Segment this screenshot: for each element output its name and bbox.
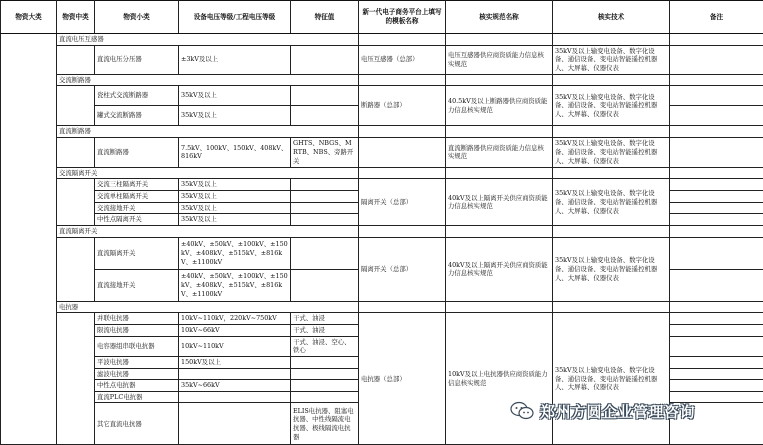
feature-cell: GHTS、NBGS、MRTB、NBS、旁路开关 [291, 137, 359, 167]
voltage-cell: 35kV及以上 [179, 86, 291, 106]
minor-cell: 直流PLC电抗器 [95, 391, 179, 403]
header-row [1, 1, 763, 34]
header-verify-tech: 核实技术 [553, 1, 670, 34]
minor-cell: 中性点隔离开关 [95, 214, 179, 226]
group-reactor: 电抗器 [57, 301, 359, 313]
voltage-cell: 35kV及以上 [179, 214, 291, 226]
minor-cell: 交流三柱隔离开关 [95, 179, 179, 191]
header-voltage: 设备电压等级/工程电压等级 [179, 1, 291, 34]
group-dc-transformer: 直流电压互感器 [57, 34, 359, 46]
minor-cell: 中性点电抗器 [95, 380, 179, 392]
platform-cell: 电抗器（总部） [359, 313, 446, 445]
platform-cell: 隔离开关（总部） [359, 179, 446, 226]
feature-cell: 干式、油浸 [291, 324, 359, 336]
platform-cell: 隔离开关（总部） [359, 237, 446, 301]
voltage-cell: 35kV及以上 [179, 179, 291, 191]
minor-cell: 并联电抗器 [95, 313, 179, 325]
watermark-text: 郑州方圆企业管理咨询 [540, 401, 695, 422]
voltage-cell: 150kV及以上 [179, 356, 291, 368]
tech-cell: 35kV及以上输变电设备、数字化设备、通信设备、变电站智能遥控机器人、大屏幕、仪器仪表 [553, 313, 670, 445]
minor-cell: 直流接地开关 [95, 269, 179, 301]
feature-cell: 干式、油浸、空心、铁心 [291, 336, 359, 356]
header-platform-name: 新一代电子商务平台上填写的模板名称 [359, 1, 446, 34]
minor-cell: 直流电压分压器 [95, 45, 179, 74]
minor-cell: 滤波电抗器 [95, 368, 179, 380]
minor-cell: 其它直流电抗器 [95, 403, 179, 445]
voltage-cell: ±3kV及以上 [179, 45, 291, 74]
watermark [510, 397, 760, 425]
voltage-cell: 10kV~110kV，220kV~750kV [179, 313, 291, 325]
minor-cell: 交流接地开关 [95, 202, 179, 214]
header-note: 备注 [670, 1, 763, 34]
header-middle: 物资中类 [57, 1, 95, 34]
voltage-cell: 10kV~110kV [179, 336, 291, 356]
tech-cell: 35kV及以上输变电设备、数字化设备、通信设备、变电站智能遥控机器人、大屏幕、仪器仪表 [553, 45, 670, 74]
header-major: 物资大类 [1, 1, 57, 34]
header-spec-name: 核实规范名称 [446, 1, 553, 34]
group-ac-isolator: 交流隔离开关 [57, 167, 359, 179]
voltage-cell: ±40kV、±50kV、±100kV、±150kV、±408kV、±515kV、±816kV、±1100kV [179, 237, 291, 269]
platform-cell: 断路器（总部） [359, 86, 446, 126]
minor-cell: 电容器组串联电抗器 [95, 336, 179, 356]
platform-cell: 电压互感器（总部） [359, 45, 446, 74]
tech-cell: 35kV及以上输变电设备、数字化设备、通信设备、变电站智能遥控机器人、大屏幕、仪器仪表 [553, 86, 670, 126]
group-dc-breaker: 直流断路器 [57, 126, 359, 138]
spec-cell: 40kV及以上隔离开关供应商资质能力信息核实规范 [446, 179, 553, 226]
group-dc-isolator: 直流隔离开关 [57, 226, 359, 238]
minor-cell: 直流隔离开关 [95, 237, 179, 269]
minor-cell: 交流单柱隔离开关 [95, 191, 179, 203]
voltage-cell: 35kV及以上 [179, 202, 291, 214]
voltage-cell: 35kV及以上 [179, 106, 291, 126]
minor-cell: 罐式交流断路器 [95, 106, 179, 126]
voltage-cell: 10kV~66kV [179, 324, 291, 336]
group-ac-breaker: 交流断路器 [57, 74, 359, 86]
spec-cell: 40kV及以上隔离开关供应商资质能力信息核实规范 [446, 237, 553, 301]
minor-cell: 瓷柱式交流断路器 [95, 86, 179, 106]
tech-cell: 35kV及以上输变电设备、数字化设备、通信设备、变电站智能遥控机器人、大屏幕、仪器仪表 [553, 179, 670, 226]
minor-cell: 限流电抗器 [95, 324, 179, 336]
header-feature: 特征值 [291, 1, 359, 34]
spec-cell: 电压互感器供应商资质能力信息核实规范 [446, 45, 553, 74]
voltage-cell: 7.5kV、100kV、150kV、408kV、816kV [179, 137, 291, 167]
feature-cell: 干式、油浸 [291, 313, 359, 325]
spec-cell: 直流断路器供应商资质能力信息核实规范 [446, 137, 553, 167]
header-minor: 物资小类 [95, 1, 179, 34]
voltage-cell: 35kV及以上 [179, 191, 291, 203]
feature-cell: ELIS电抗器、阻塞电抗器、中性线隔流电抗器、极线隔流电抗器 [291, 403, 359, 445]
tech-cell: 35kV及以上输变电设备、数字化设备、通信设备、变电站智能遥控机器人、大屏幕、仪器仪表 [553, 137, 670, 167]
wechat-icon [510, 400, 534, 422]
voltage-cell: 35kV~66kV [179, 380, 291, 392]
spec-cell: 10kV及以上电抗器供应商资质能力信息核实规范 [446, 313, 553, 445]
minor-cell: 直流断路器 [95, 137, 179, 167]
voltage-cell: ±40kV、±50kV、±100kV、±150kV、±408kV、±515kV、±816kV、±1100kV [179, 269, 291, 301]
major-cell [1, 34, 57, 445]
spec-cell: 40.5kV及以上断路器供应商资质能力信息核实规范 [446, 86, 553, 126]
tech-cell: 35kV及以上输变电设备、数字化设备、通信设备、变电站智能遥控机器人、大屏幕、仪器仪表 [553, 237, 670, 301]
minor-cell: 平波电抗器 [95, 356, 179, 368]
